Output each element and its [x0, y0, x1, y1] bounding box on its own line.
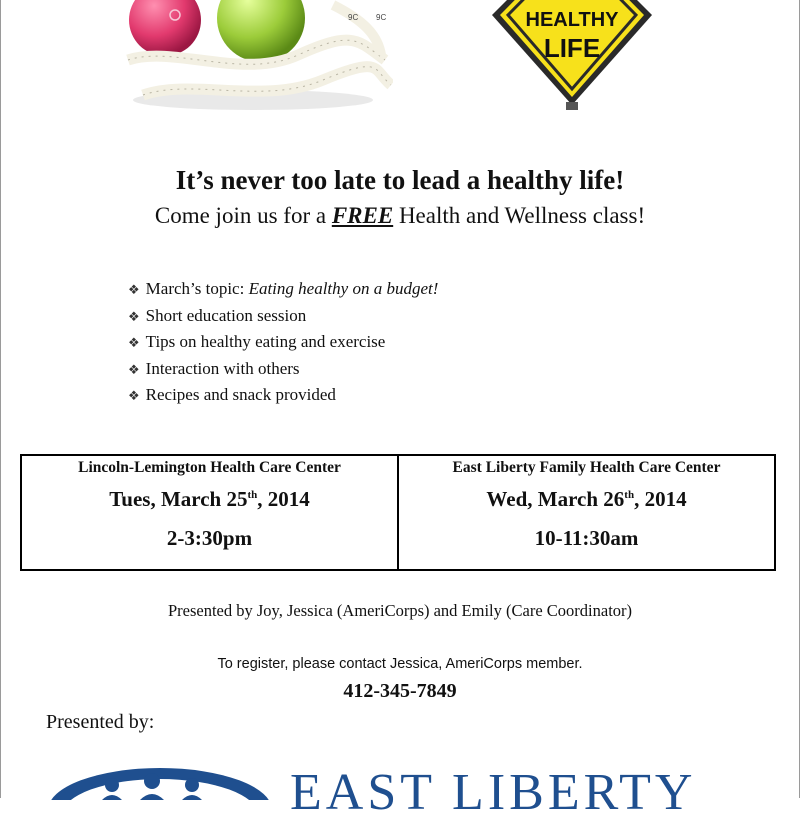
tape-mark: 9C: [376, 13, 387, 22]
topic-italic: Eating healthy on a budget!: [248, 279, 439, 298]
session-time: 2-3:30pm: [166, 526, 253, 550]
presenters-line: Presented by Joy, Jessica (AmeriCorps) and Emily (Care Coordinator): [167, 601, 633, 620]
sign-line2: LIFE: [543, 33, 601, 63]
session-cell-lincoln: [22, 456, 397, 569]
diamond-bullet-icon: ❖: [128, 361, 140, 377]
diamond-bullet-icon: ❖: [128, 282, 140, 297]
diamond-bullet-icon: ❖: [128, 335, 140, 350]
schedule-table: [20, 454, 776, 571]
presented-by-label: Presented by:: [46, 711, 155, 733]
list-item: [128, 329, 438, 356]
list-item-text: March’s topic:: [145, 279, 249, 298]
org-name: EAST LIBERTY: [290, 764, 697, 821]
fruit-photo: [123, 0, 393, 118]
list-item-text: Recipes and snack provided: [145, 385, 336, 404]
list-item: [128, 276, 438, 303]
subline-prefix: Come join us for a: [154, 203, 332, 228]
date-day: Tues, March 25: [109, 487, 248, 511]
date-year: , 2014: [257, 487, 310, 511]
subline-suffix: Health and Wellness class!: [393, 203, 646, 228]
register-line: To register, please contact Jessica, AmeriCorps member.: [217, 656, 583, 672]
family-logo-icon: [40, 755, 270, 800]
diamond-bullet-icon: ❖: [128, 308, 140, 324]
session-cell-east-liberty: [397, 456, 774, 569]
headline: It’s never too late to lead a healthy life!: [175, 165, 625, 195]
subline: [0, 203, 800, 229]
diamond-bullet-icon: ❖: [128, 388, 140, 403]
session-location: Lincoln-Lemington Health Care Center: [78, 459, 341, 476]
topic-list: [128, 276, 438, 409]
list-item-text: Interaction with others: [145, 358, 300, 378]
free-emphasis: FREE: [331, 203, 394, 228]
list-item-text: Tips on healthy eating and exercise: [145, 332, 386, 351]
list-item: [128, 303, 438, 330]
session-date: [399, 487, 774, 512]
date-day: Wed, March 26: [486, 487, 625, 511]
list-item-text: Short education session: [145, 305, 307, 325]
list-item: [128, 356, 438, 383]
date-year: , 2014: [634, 487, 687, 511]
tape-mark: 9C: [348, 13, 359, 22]
phone-number: 412-345-7849: [343, 680, 457, 702]
date-suffix: th: [624, 489, 635, 501]
session-date: [22, 487, 397, 512]
healthy-life-sign: [472, 0, 672, 110]
session-time: 10-11:30am: [534, 526, 639, 550]
session-location: East Liberty Family Health Care Center: [452, 459, 721, 476]
list-item: [128, 382, 438, 409]
date-suffix: th: [247, 489, 258, 501]
sign-line1: HEALTHY: [525, 9, 619, 31]
